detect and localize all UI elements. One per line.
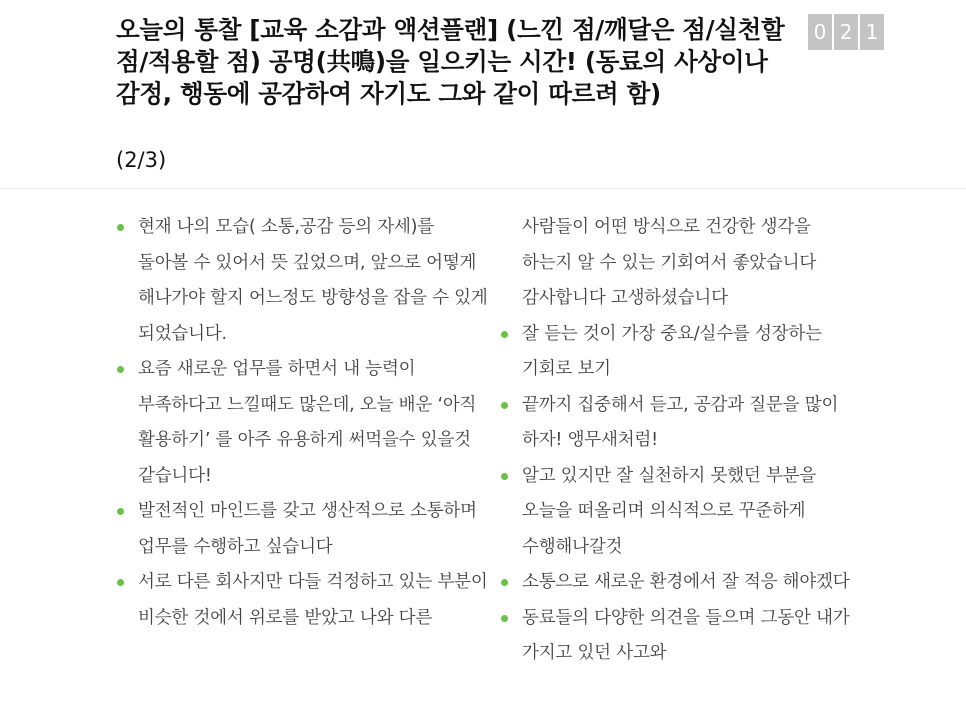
list-item-text: 요즘 새로운 업무를 하면서 내 능력이 부족하다고 느낄때도 많은데, 오늘 배운 ‘아직 활용하기’ 를 아주 유용하게 써먹을수 있을것 같습니다!	[138, 359, 477, 486]
count-digit: 0	[808, 14, 832, 50]
list-item	[500, 459, 866, 566]
bullet-icon	[117, 579, 124, 586]
bullet-icon	[501, 615, 508, 622]
list-item-text: 발전적인 마인드를 갖고 생산적으로 소통하며 업무를 수행하고 싶습니다	[138, 501, 477, 557]
list-item-text: 잘 듣는 것이 가장 중요/실수를 성장하는 기회로 보기	[522, 323, 822, 379]
list-item	[500, 388, 866, 459]
page-indicator: (2/3)	[116, 148, 167, 172]
list-item	[500, 565, 866, 601]
list-item-text: 동료들의 다양한 의견을 들으며 그동안 내가 가지고 있던 사고와	[522, 607, 850, 663]
bullet-icon	[501, 402, 508, 409]
list-item	[500, 317, 866, 388]
list-item	[116, 210, 488, 352]
list-item-text: 끝까지 집중해서 듣고, 공감과 질문을 많이 하자! 앵무새처럼!	[522, 394, 839, 450]
header	[0, 0, 966, 189]
bullet-icon	[501, 473, 508, 480]
bullet-icon	[117, 508, 124, 515]
bullet-icon	[117, 366, 124, 373]
count-digit: 1	[860, 14, 884, 50]
list-item	[116, 565, 488, 636]
list-item-text: 알고 있지만 잘 실천하지 못했던 부분을 오늘을 떠올리며 의식적으로 꾸준하게 수행해나갈것	[522, 465, 817, 557]
bullet-icon	[117, 224, 124, 231]
list-item-continuation	[500, 210, 866, 317]
list-item	[116, 352, 488, 494]
list-item-text: 서로 다른 회사지만 다들 걱정하고 있는 부분이 비슷한 것에서 위로를 받았고 나와 다른	[138, 572, 488, 628]
list-item-text: 현재 나의 모습( 소통,공감 등의 자세)를 돌아볼 수 있어서 뜻 깊었으며, 앞으로 어떻게 해나가야 할지 어느정도 방향성을 잡을 수 있게 되었습니다.	[138, 217, 488, 344]
list-item-text: 소통으로 새로운 환경에서 잘 적응 해야겠다	[522, 572, 850, 592]
bullet-icon	[501, 579, 508, 586]
list-item	[500, 601, 866, 672]
list-item	[116, 494, 488, 565]
list-item-text: 사람들이 어떤 방식으로 건강한 생각을 하는지 알 수 있는 기회여서 좋았습니다 감사합니다 고생하셨습니다	[522, 217, 817, 308]
count-display	[808, 14, 884, 50]
feedback-column-left	[116, 210, 488, 636]
page-title: 오늘의 통찰 [교육 소감과 액션플랜] (느낀 점/깨달은 점/실천할 점/적용할 점) 공명(共鳴)을 일으키는 시간! (동료의 사상이나 감정, 행동에 공감하여 자기도 그와 같이 따르려 함)	[116, 15, 785, 108]
feedback-column-right	[500, 210, 866, 672]
count-digit: 2	[834, 14, 858, 50]
bullet-icon	[501, 331, 508, 338]
